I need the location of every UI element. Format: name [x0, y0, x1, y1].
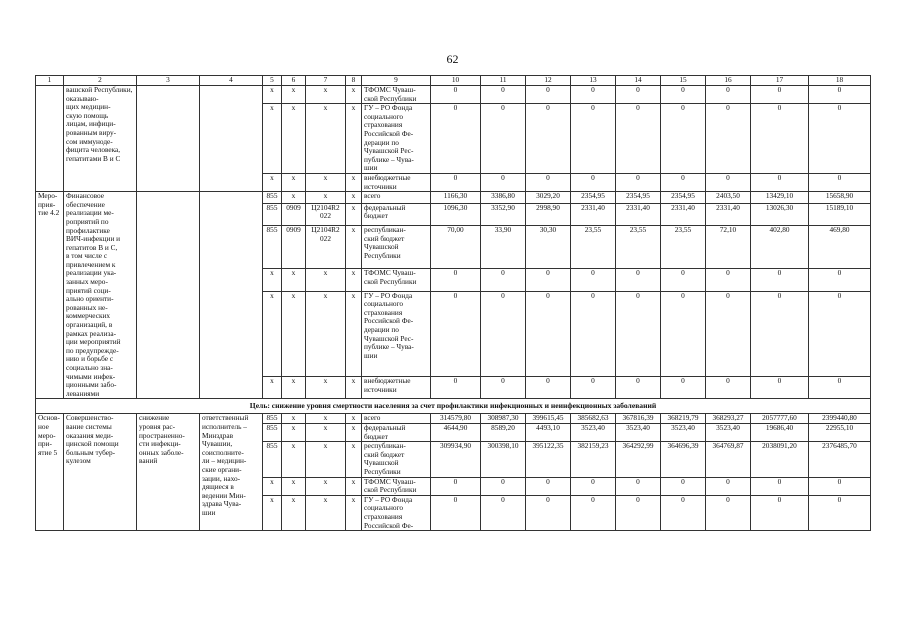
- value-cell: 2376485,70: [809, 442, 871, 477]
- value-cell: 2331,40: [616, 203, 661, 225]
- value-cell: 15658,90: [809, 192, 871, 204]
- column-number: 13: [571, 76, 616, 86]
- value-cell: 0: [661, 86, 706, 104]
- value-cell: 23,55: [571, 226, 616, 269]
- value-cell: 72,10: [706, 226, 751, 269]
- activity-name-cell: Финансовое обеспечение реализации ме- роприятий по профилактике ВИЧ-инфекции и гепатитов B и C, в том числе с привлечением к реализации ука- занных меро- приятий соци- ально ориенти- рованных не- коммерческих организаций, в рамках реализа- ции мероприятий по предупрежде- нию и борьбе с социально зна- чимыми инфек- ционными забо- леваниями: [64, 192, 137, 399]
- value-cell: 3523,40: [571, 423, 616, 441]
- code-cell: x: [263, 269, 282, 291]
- value-cell: 0: [751, 477, 809, 495]
- code-cell: x: [346, 477, 362, 495]
- code-cell: x: [282, 86, 306, 104]
- activity-name-cell: Совершенство- вание системы оказания меди- цинской помощи больным тубер- кулезом: [64, 414, 137, 531]
- value-cell: 0: [571, 104, 616, 174]
- executor-cell: [200, 192, 263, 399]
- value-cell: 0: [481, 269, 526, 291]
- column-number: 5: [263, 76, 282, 86]
- table-row: [36, 192, 871, 204]
- code-cell: 855: [263, 414, 282, 424]
- executor-cell: ответственный исполнитель – Минздрав Чувашии, соисполните- ли – медицин- ские органи- зации, нахо- дящиеся в ведении Мин- здрава Чува- шии: [200, 414, 263, 531]
- value-cell: 402,80: [751, 226, 809, 269]
- value-cell: 0: [431, 269, 481, 291]
- value-cell: 0: [706, 269, 751, 291]
- value-cell: 13026,30: [751, 203, 809, 225]
- code-cell: x: [346, 442, 362, 477]
- value-cell: 0: [526, 86, 571, 104]
- value-cell: 395122,35: [526, 442, 571, 477]
- value-cell: 2331,40: [706, 203, 751, 225]
- code-cell: x: [306, 477, 346, 495]
- value-cell: 0: [616, 104, 661, 174]
- value-cell: 0: [431, 377, 481, 399]
- value-cell: 0: [481, 495, 526, 530]
- value-cell: 8589,20: [481, 423, 526, 441]
- indicator-cell: [137, 192, 200, 399]
- code-cell: x: [346, 414, 362, 424]
- value-cell: 385682,63: [571, 414, 616, 424]
- code-cell: Ц2104R2 022: [306, 226, 346, 269]
- value-cell: 23,55: [661, 226, 706, 269]
- column-number: 12: [526, 76, 571, 86]
- column-number: 15: [661, 76, 706, 86]
- value-cell: 0: [431, 86, 481, 104]
- value-cell: 399615,45: [526, 414, 571, 424]
- value-cell: 0: [616, 86, 661, 104]
- code-cell: x: [263, 477, 282, 495]
- column-number: 10: [431, 76, 481, 86]
- value-cell: 30,30: [526, 226, 571, 269]
- value-cell: 0: [751, 495, 809, 530]
- value-cell: 0: [481, 86, 526, 104]
- value-cell: 0: [706, 377, 751, 399]
- value-cell: 0: [431, 291, 481, 376]
- value-cell: 0: [751, 86, 809, 104]
- funding-source-cell: федеральный бюджет: [362, 203, 431, 225]
- funding-source-cell: всего: [362, 192, 431, 204]
- code-cell: x: [346, 423, 362, 441]
- code-cell: x: [282, 495, 306, 530]
- value-cell: 0: [661, 495, 706, 530]
- value-cell: 2354,95: [661, 192, 706, 204]
- code-cell: x: [346, 495, 362, 530]
- code-cell: 855: [263, 192, 282, 204]
- column-number: 4: [200, 76, 263, 86]
- value-cell: 368219,79: [661, 414, 706, 424]
- column-number: 16: [706, 76, 751, 86]
- code-cell: x: [282, 414, 306, 424]
- value-cell: 368293,27: [706, 414, 751, 424]
- code-cell: x: [263, 291, 282, 376]
- value-cell: 0: [571, 495, 616, 530]
- value-cell: 2038091,20: [751, 442, 809, 477]
- value-cell: 2403,50: [706, 192, 751, 204]
- value-cell: 0: [661, 377, 706, 399]
- value-cell: 0: [571, 291, 616, 376]
- funding-source-cell: федеральный бюджет: [362, 423, 431, 441]
- value-cell: 0: [526, 477, 571, 495]
- value-cell: 0: [706, 291, 751, 376]
- code-cell: x: [263, 173, 282, 191]
- code-cell: x: [306, 377, 346, 399]
- value-cell: 0: [809, 291, 871, 376]
- value-cell: 0: [571, 269, 616, 291]
- code-cell: x: [346, 173, 362, 191]
- code-cell: 855: [263, 442, 282, 477]
- column-number: 2: [64, 76, 137, 86]
- code-cell: x: [282, 377, 306, 399]
- value-cell: 0: [809, 377, 871, 399]
- code-cell: x: [263, 495, 282, 530]
- value-cell: 0: [706, 495, 751, 530]
- value-cell: 0: [661, 269, 706, 291]
- value-cell: 0: [481, 173, 526, 191]
- code-cell: 855: [263, 226, 282, 269]
- value-cell: 0: [706, 173, 751, 191]
- value-cell: 13429,10: [751, 192, 809, 204]
- value-cell: 0: [661, 291, 706, 376]
- code-cell: x: [263, 86, 282, 104]
- code-cell: x: [306, 269, 346, 291]
- funding-source-cell: ГУ – РО Фонда социального страхования Российской Фе- дерации по Чувашской Рес- публике – Чува- шии: [362, 104, 431, 174]
- value-cell: 0: [571, 86, 616, 104]
- code-cell: x: [306, 104, 346, 174]
- column-number: 11: [481, 76, 526, 86]
- value-cell: 0: [661, 477, 706, 495]
- column-number: 9: [362, 76, 431, 86]
- code-cell: 855: [263, 203, 282, 225]
- value-cell: 0: [571, 377, 616, 399]
- executor-cell: [200, 86, 263, 192]
- page-number: 62: [446, 52, 459, 66]
- value-cell: 0: [751, 377, 809, 399]
- code-cell: x: [346, 86, 362, 104]
- value-cell: 22955,10: [809, 423, 871, 441]
- funding-source-cell: ТФОМС Чуваш- ской Республики: [362, 477, 431, 495]
- value-cell: 309934,90: [431, 442, 481, 477]
- funding-source-cell: ГУ – РО Фонда социального страхования Российской Фе- дерации по Чувашской Рес- публике – Чува- шии: [362, 291, 431, 376]
- value-cell: 314579,80: [431, 414, 481, 424]
- value-cell: 0: [616, 173, 661, 191]
- header-row: [36, 76, 871, 86]
- value-cell: 2399440,80: [809, 414, 871, 424]
- value-cell: 2354,95: [616, 192, 661, 204]
- value-cell: 0: [616, 269, 661, 291]
- value-cell: 0: [809, 477, 871, 495]
- value-cell: 0: [481, 104, 526, 174]
- value-cell: 4493,10: [526, 423, 571, 441]
- value-cell: 0: [526, 377, 571, 399]
- code-cell: x: [282, 442, 306, 477]
- value-cell: 0: [481, 291, 526, 376]
- funding-source-cell: внебюджетные источники: [362, 377, 431, 399]
- value-cell: 0: [616, 495, 661, 530]
- code-cell: x: [282, 477, 306, 495]
- column-number: 3: [137, 76, 200, 86]
- value-cell: 2331,40: [661, 203, 706, 225]
- value-cell: 0: [526, 291, 571, 376]
- code-cell: Ц2104R2 022: [306, 203, 346, 225]
- goal-row: [36, 399, 871, 414]
- value-cell: 0: [809, 173, 871, 191]
- value-cell: 382159,23: [571, 442, 616, 477]
- value-cell: 0: [809, 104, 871, 174]
- value-cell: 0: [751, 291, 809, 376]
- value-cell: 15189,10: [809, 203, 871, 225]
- value-cell: 0: [706, 104, 751, 174]
- funding-source-cell: всего: [362, 414, 431, 424]
- code-cell: x: [306, 442, 346, 477]
- code-cell: x: [306, 423, 346, 441]
- value-cell: 0: [431, 173, 481, 191]
- value-cell: 23,55: [616, 226, 661, 269]
- column-number: 8: [346, 76, 362, 86]
- code-cell: x: [282, 269, 306, 291]
- value-cell: 0: [481, 477, 526, 495]
- value-cell: 0: [616, 377, 661, 399]
- value-cell: 2331,40: [571, 203, 616, 225]
- value-cell: 0: [751, 173, 809, 191]
- column-number: 1: [36, 76, 64, 86]
- code-cell: x: [306, 86, 346, 104]
- indicator-cell: [137, 86, 200, 192]
- indicator-cell: снижение уровня рас- пространенно- сти инфекци- онных заболе- ваний: [137, 414, 200, 531]
- funding-source-cell: внебюджетные источники: [362, 173, 431, 191]
- value-cell: 0: [661, 173, 706, 191]
- value-cell: 0: [809, 86, 871, 104]
- value-cell: 308987,30: [481, 414, 526, 424]
- value-cell: 0: [571, 173, 616, 191]
- code-cell: x: [306, 291, 346, 376]
- funding-source-cell: ГУ – РО Фонда социального страхования Российской Фе-: [362, 495, 431, 530]
- value-cell: 367816,39: [616, 414, 661, 424]
- value-cell: 4644,90: [431, 423, 481, 441]
- value-cell: 300398,10: [481, 442, 526, 477]
- value-cell: 0: [616, 477, 661, 495]
- code-cell: x: [346, 377, 362, 399]
- code-cell: x: [306, 495, 346, 530]
- value-cell: 3523,40: [661, 423, 706, 441]
- code-cell: x: [282, 291, 306, 376]
- value-cell: 0: [706, 86, 751, 104]
- code-cell: 855: [263, 423, 282, 441]
- value-cell: 3352,90: [481, 203, 526, 225]
- code-cell: x: [282, 423, 306, 441]
- code-cell: x: [306, 192, 346, 204]
- value-cell: 364696,39: [661, 442, 706, 477]
- value-cell: 364292,99: [616, 442, 661, 477]
- value-cell: 0: [526, 173, 571, 191]
- value-cell: 0: [751, 104, 809, 174]
- code-cell: 0909: [282, 226, 306, 269]
- code-cell: x: [346, 269, 362, 291]
- value-cell: 0: [526, 104, 571, 174]
- value-cell: 0: [809, 269, 871, 291]
- value-cell: 2057777,60: [751, 414, 809, 424]
- value-cell: 469,80: [809, 226, 871, 269]
- column-number: 6: [282, 76, 306, 86]
- activity-number-cell: Меро- прия- тие 4.2: [36, 192, 64, 399]
- value-cell: 3523,40: [616, 423, 661, 441]
- value-cell: 0: [571, 477, 616, 495]
- value-cell: 0: [706, 477, 751, 495]
- code-cell: x: [346, 203, 362, 225]
- code-cell: x: [346, 192, 362, 204]
- value-cell: 0: [809, 495, 871, 530]
- activity-name-cell: вашской Республики, оказываю- щих медицин- скую помощь лицам, инфици- рованным виру- сом иммуноде- фицита человека, гепатитами B и C: [64, 86, 137, 192]
- code-cell: x: [306, 173, 346, 191]
- value-cell: 364769,87: [706, 442, 751, 477]
- budget-table: [35, 75, 871, 531]
- funding-source-cell: республикан- ский бюджет Чувашской Республики: [362, 226, 431, 269]
- value-cell: 1096,30: [431, 203, 481, 225]
- value-cell: 0: [431, 477, 481, 495]
- code-cell: x: [263, 104, 282, 174]
- activity-number-cell: Основ- ное меро- при- ятие 5: [36, 414, 64, 531]
- value-cell: 2354,95: [571, 192, 616, 204]
- value-cell: 1166,30: [431, 192, 481, 204]
- column-number: 7: [306, 76, 346, 86]
- column-number: 18: [809, 76, 871, 86]
- value-cell: 70,00: [431, 226, 481, 269]
- code-cell: x: [282, 173, 306, 191]
- value-cell: 3029,20: [526, 192, 571, 204]
- column-number: 14: [616, 76, 661, 86]
- value-cell: 0: [661, 104, 706, 174]
- code-cell: x: [263, 377, 282, 399]
- column-number: 17: [751, 76, 809, 86]
- value-cell: 0: [751, 269, 809, 291]
- code-cell: x: [306, 414, 346, 424]
- funding-source-cell: ТФОМС Чуваш- ской Республики: [362, 269, 431, 291]
- value-cell: 2998,90: [526, 203, 571, 225]
- value-cell: 19686,40: [751, 423, 809, 441]
- funding-source-cell: ТФОМС Чуваш- ской Республики: [362, 86, 431, 104]
- code-cell: x: [282, 104, 306, 174]
- code-cell: x: [346, 291, 362, 376]
- value-cell: 0: [616, 291, 661, 376]
- value-cell: 3386,80: [481, 192, 526, 204]
- value-cell: 3523,40: [706, 423, 751, 441]
- value-cell: 0: [526, 495, 571, 530]
- value-cell: 0: [481, 377, 526, 399]
- funding-source-cell: республикан- ский бюджет Чувашской Республики: [362, 442, 431, 477]
- activity-number-cell: [36, 86, 64, 192]
- goal-heading: Цель: снижение уровня смертности населения за счет профилактики инфекционных и неинфекционных заболеваний: [36, 399, 871, 414]
- table-row: [36, 414, 871, 424]
- value-cell: 0: [431, 495, 481, 530]
- code-cell: 0909: [282, 203, 306, 225]
- code-cell: x: [282, 192, 306, 204]
- value-cell: 33,90: [481, 226, 526, 269]
- code-cell: x: [346, 226, 362, 269]
- value-cell: 0: [431, 104, 481, 174]
- value-cell: 0: [526, 269, 571, 291]
- table-row: [36, 86, 871, 104]
- code-cell: x: [346, 104, 362, 174]
